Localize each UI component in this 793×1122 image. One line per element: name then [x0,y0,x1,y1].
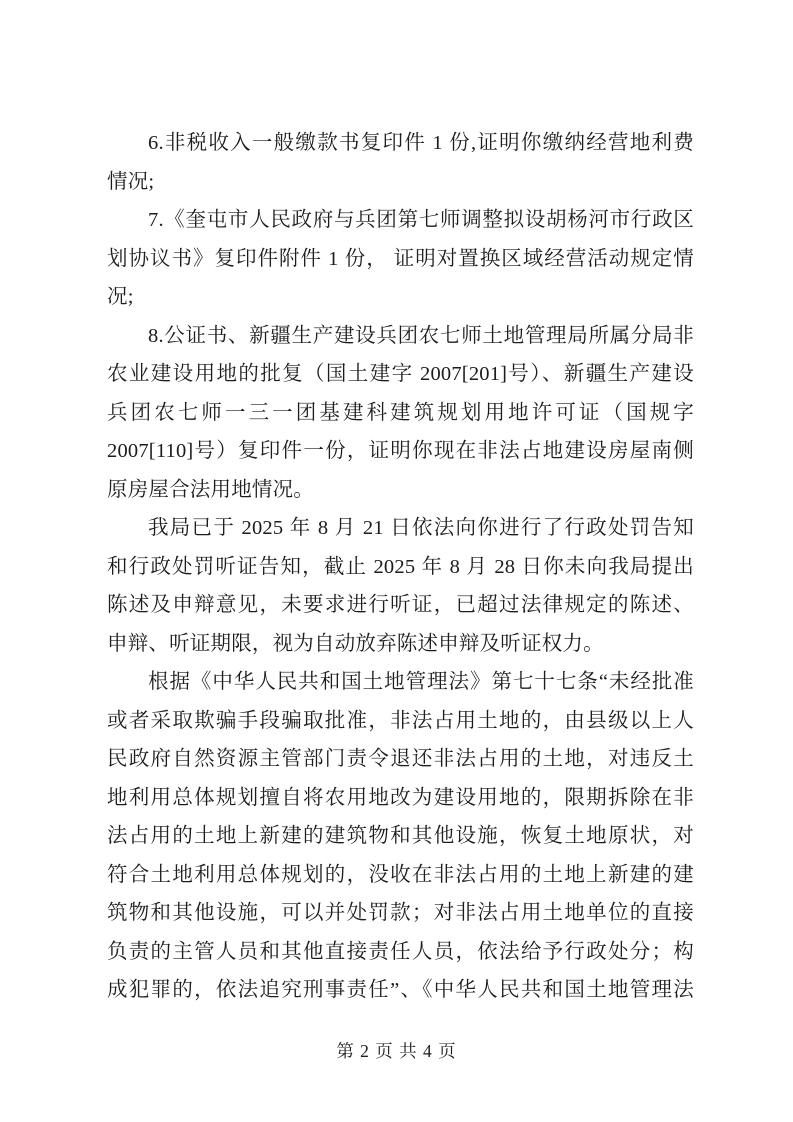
text-line: 符合土地利用总体规划的，没收在非法占用的土地上新建的建 [107,863,694,886]
paragraph [107,509,694,663]
text-line: 农业建设用地的批复（国土建字 2007[201]号）、新疆生产建设 [107,363,694,385]
text-line: 7.《奎屯市人民政府与兵团第七师调整拟设胡杨河市行政区 [148,209,694,231]
text-line: 或者采取欺骗手段骗取批准，非法占用土地的，由县级以上人 [107,709,694,732]
paragraph [107,124,694,201]
text-line: 情况; [107,170,155,193]
text-line: 原房屋合法用地情况。 [107,478,314,501]
text-line: 申辩、听证期限，视为自动放弃陈述申辩及听证权力。 [107,632,604,655]
text-line: 地利用总体规划擅自将农用地改为建设用地的，限期拆除在非 [107,786,694,809]
text-line: 民政府自然资源主管部门责令退还非法占用的土地，对违反土 [107,748,694,770]
paragraph [107,663,694,1010]
text-line: 负责的主管人员和其他直接责任人员，依法给予行政处分；构 [107,940,694,963]
text-line: 8.公证书、新疆生产建设兵团农七师土地管理局所属分局非 [148,324,694,347]
text-line: 成犯罪的，依法追究刑事责任”、《中华人民共和国土地管理法 [107,979,694,1001]
paragraph [107,201,694,317]
page-footer: 第 2 页 共 4 页 [336,1041,457,1061]
text-line: 筑物和其他设施，可以并处罚款；对非法占用土地单位的直接 [107,902,694,924]
text-line: 根据《中华人民共和国土地管理法》第七十七条“未经批准 [148,671,694,693]
paragraph [107,317,694,510]
text-line: 况; [107,286,134,308]
text-line: 我局已于 2025 年 8 月 21 日依法向你进行了行政处罚告知 [148,517,694,539]
document-body [107,124,694,1010]
text-line: 法占用的土地上新建的建筑物和其他设施，恢复土地原状，对 [107,825,694,847]
text-line: 2007[110]号）复印件一份，证明你现在非法占地建设房屋南侧 [107,440,694,462]
text-line: 划协议书》复印件附件 1 份， 证明对置换区域经营活动规定情 [107,247,694,270]
text-line: 6.非税收入一般缴款书复印件 1 份,证明你缴纳经营地利费 [148,132,694,154]
text-line: 陈述及申辩意见，未要求进行听证，已超过法律规定的陈述、 [107,594,694,616]
text-line: 兵团农七师一三一团基建科建筑规划用地许可证（国规字 [107,401,694,424]
text-line: 和行政处罚听证告知，截止 2025 年 8 月 28 日你未向我局提出 [107,555,694,578]
